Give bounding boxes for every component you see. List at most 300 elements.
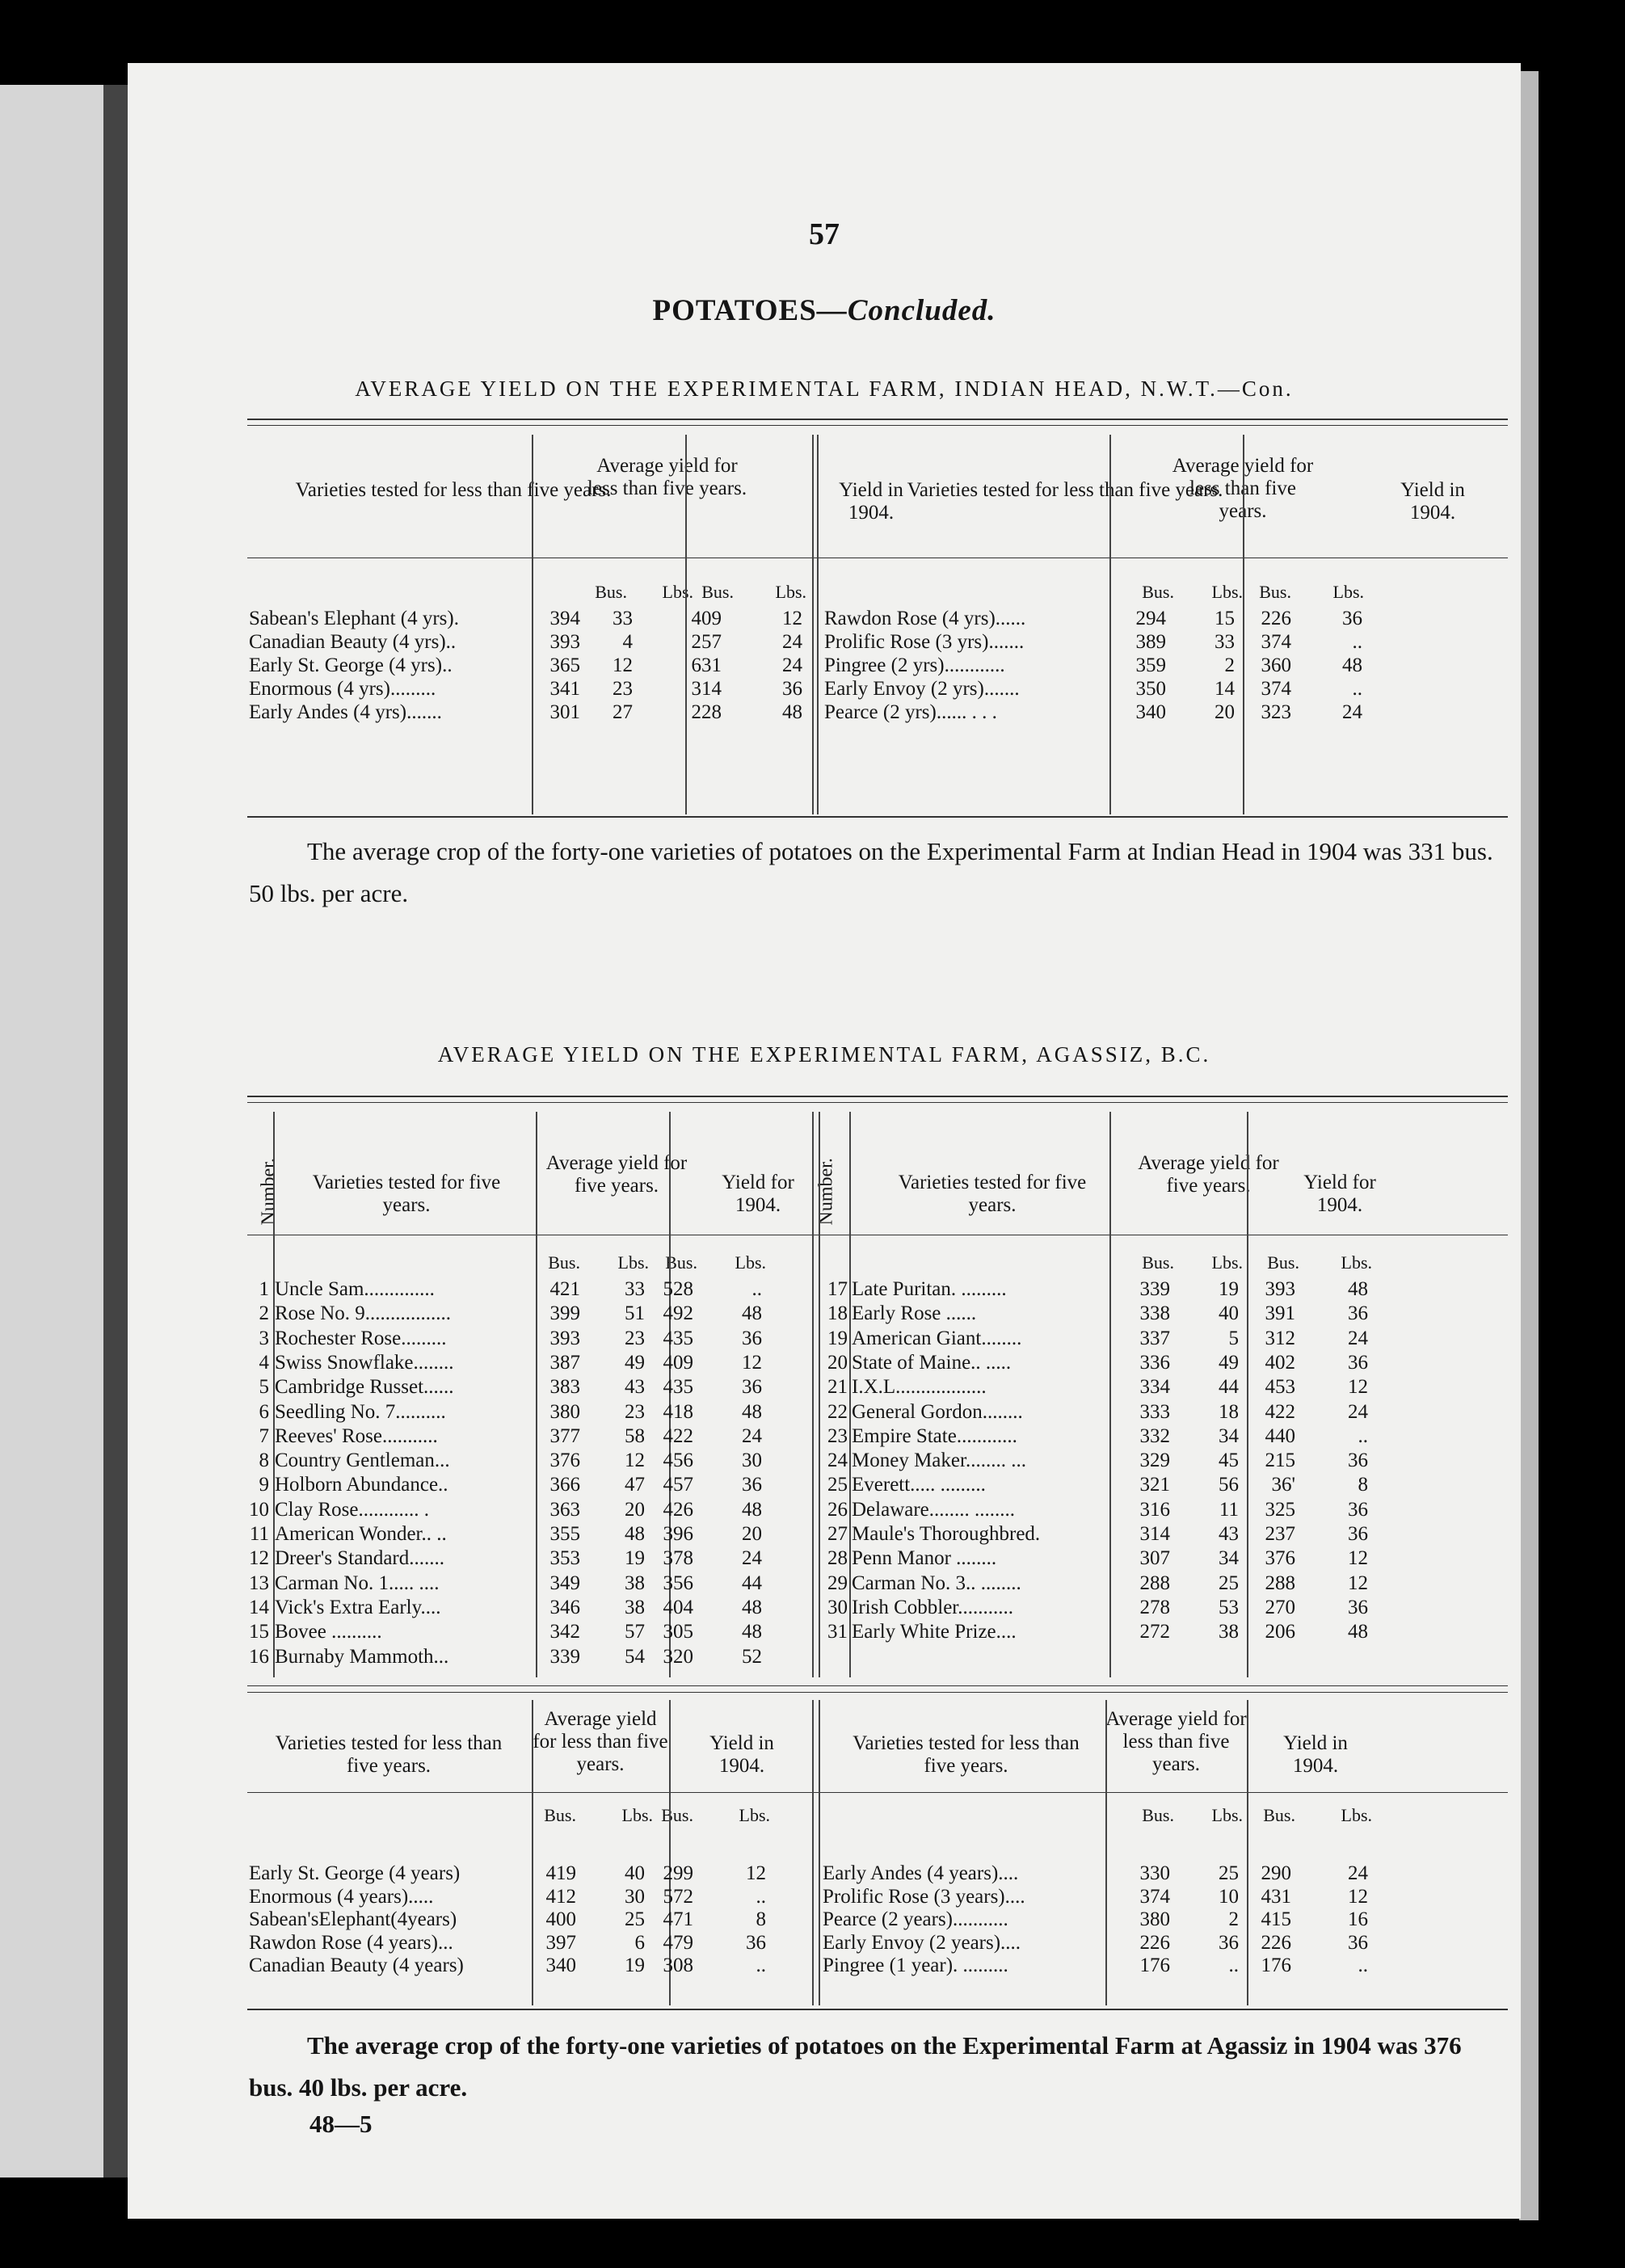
- s2-unit-bus-3: Bus.: [1142, 1252, 1174, 1273]
- yield-lbs-cell: 36: [1348, 1351, 1368, 1374]
- avg-bus-cell: 316: [1139, 1498, 1170, 1521]
- page-number: 57: [809, 217, 840, 251]
- variety-name-cell: Rose No. 9.................: [275, 1302, 452, 1325]
- yield-lbs-cell: 48: [1348, 1621, 1368, 1643]
- variety-name-cell: Enormous (4 yrs).........: [249, 678, 436, 700]
- s2-bottom-rule: [247, 2009, 1508, 2010]
- variety-name-cell: Seedling No. 7..........: [275, 1400, 446, 1423]
- row-number-cell: 30: [827, 1596, 848, 1618]
- s1-top-rule: [247, 419, 1508, 420]
- page-stack-edge: [1519, 71, 1539, 2220]
- variety-name-cell: Pingree (2 yrs)............: [824, 654, 1005, 676]
- s1-unit-bus-2: Bus.: [701, 582, 734, 602]
- yield-bus-cell: 237: [1265, 1523, 1295, 1545]
- yield-lbs-cell: 48: [742, 1498, 762, 1521]
- yield-lbs-cell: 48: [782, 701, 802, 723]
- s2-unit-lbs-2: Lbs.: [735, 1252, 766, 1273]
- avg-lbs-cell: 14: [1215, 678, 1235, 700]
- s1-unit-bus-4: Bus.: [1259, 582, 1291, 602]
- avg-lbs-cell: 33: [613, 608, 633, 629]
- avg-bus-cell: 349: [549, 1572, 580, 1594]
- avg-lbs-cell: 5: [1228, 1327, 1239, 1349]
- binding-gutter: [103, 85, 129, 2178]
- s1-unit-lbs-3: Lbs.: [1211, 582, 1243, 602]
- yield-bus-cell: 356: [663, 1572, 693, 1594]
- variety-name-cell: I.X.L..................: [852, 1376, 987, 1399]
- yield-lbs-cell: 12: [1348, 1376, 1368, 1399]
- row-number-cell: 10: [249, 1498, 269, 1521]
- yield-lbs-cell: 48: [742, 1621, 762, 1643]
- variety-name-cell: Sabean'sElephant(4years): [249, 1908, 457, 1930]
- avg-lbs-cell: 19: [625, 1547, 645, 1570]
- yield-bus-cell: 457: [663, 1474, 693, 1496]
- avg-lbs-cell: 12: [625, 1450, 645, 1472]
- avg-bus-cell: 272: [1139, 1621, 1170, 1643]
- yield-lbs-cell: 36: [742, 1327, 762, 1349]
- s2-less-unit-bus-4: Bus.: [1263, 1805, 1295, 1825]
- row-number-cell: 26: [827, 1498, 848, 1521]
- avg-lbs-cell: 23: [625, 1327, 645, 1349]
- row-number-cell: 5: [259, 1376, 269, 1399]
- row-number-cell: 4: [259, 1351, 269, 1374]
- variety-name-cell: Early St. George (4 years): [249, 1862, 461, 1884]
- yield-bus-cell: 305: [663, 1621, 693, 1643]
- yield-bus-cell: 422: [1265, 1400, 1295, 1423]
- yield-lbs-cell: 48: [742, 1302, 762, 1325]
- yield-bus-cell: 290: [1261, 1862, 1291, 1884]
- avg-lbs-cell: 25: [1219, 1862, 1239, 1884]
- avg-lbs-cell: 25: [625, 1908, 645, 1930]
- yield-bus-cell: 422: [663, 1424, 693, 1447]
- avg-bus-cell: 376: [549, 1450, 580, 1472]
- s1-h-variety-left: Varieties tested for less than five years.: [295, 479, 612, 501]
- avg-bus-cell: 321: [1139, 1474, 1170, 1496]
- variety-name-cell: Delaware........ ........: [852, 1498, 1016, 1521]
- yield-lbs-cell: 36: [1348, 1596, 1368, 1618]
- row-number-cell: 12: [249, 1547, 269, 1570]
- avg-bus-cell: 393: [549, 1327, 580, 1349]
- s2-less-unit-lbs-1: Lbs.: [621, 1805, 653, 1825]
- avg-lbs-cell: ..: [1228, 1955, 1239, 1976]
- avg-lbs-cell: 47: [625, 1474, 645, 1496]
- avg-bus-cell: 359: [1135, 654, 1166, 676]
- yield-bus-cell: 418: [663, 1400, 693, 1423]
- variety-name-cell: Early White Prize....: [852, 1621, 1017, 1643]
- variety-name-cell: Enormous (4 years).....: [249, 1885, 434, 1908]
- yield-lbs-cell: 36: [782, 678, 802, 700]
- row-number-cell: 31: [827, 1621, 848, 1643]
- s2-less-unit-bus-2: Bus.: [661, 1805, 693, 1825]
- yield-bus-cell: 528: [663, 1278, 693, 1300]
- yield-bus-cell: 374: [1261, 678, 1291, 700]
- s2-unit-bus-1: Bus.: [548, 1252, 580, 1273]
- avg-lbs-cell: 6: [634, 1931, 645, 1954]
- variety-name-cell: Late Puritan. .........: [852, 1278, 1007, 1300]
- s2-h-avg-right: Average yield for five years.: [1138, 1152, 1279, 1197]
- avg-bus-cell: 419: [545, 1862, 576, 1884]
- variety-name-cell: American Giant........: [852, 1327, 1022, 1349]
- yield-lbs-cell: 8: [1358, 1474, 1368, 1496]
- document-page: [128, 63, 1521, 2219]
- yield-lbs-cell: ..: [1352, 678, 1362, 700]
- yield-lbs-cell: 36: [1342, 608, 1362, 629]
- row-number-cell: 20: [827, 1351, 848, 1374]
- yield-lbs-cell: 24: [1348, 1400, 1368, 1423]
- yield-bus-cell: 308: [663, 1955, 693, 1976]
- s2-unit-bus-2: Bus.: [665, 1252, 697, 1273]
- avg-bus-cell: 355: [549, 1523, 580, 1545]
- s2-less-h-variety-left: Varieties tested for less than five years.: [275, 1732, 503, 1777]
- s1-top-rule-2: [247, 425, 1508, 426]
- row-number-cell: 8: [259, 1450, 269, 1472]
- s1-summary: The average crop of the forty-one varieties of potatoes on the Experimental Farm at Indian Head in 1904 was 331 bus. 50 lbs. per acre.: [249, 837, 1493, 907]
- avg-bus-cell: 397: [545, 1931, 576, 1954]
- footer-mark: 48—5: [309, 2110, 373, 2138]
- yield-bus-cell: 257: [691, 631, 722, 653]
- page-title-main: POTATOES: [652, 294, 817, 327]
- s2-less-h-avg-left: Average yield for less than five years.: [533, 1708, 668, 1775]
- yield-bus-cell: 456: [663, 1450, 693, 1472]
- s2-mid-rule: [247, 1685, 1508, 1686]
- avg-lbs-cell: 11: [1219, 1498, 1239, 1521]
- variety-name-cell: Pearce (2 yrs)...... . . .: [824, 701, 997, 723]
- s2-less-unit-lbs-3: Lbs.: [1211, 1805, 1243, 1825]
- s1-h-avg-right: Average yield for less than five years.: [1172, 455, 1314, 522]
- avg-lbs-cell: 12: [613, 654, 633, 676]
- yield-lbs-cell: ..: [1352, 631, 1362, 653]
- s2-unit-lbs-4: Lbs.: [1341, 1252, 1372, 1273]
- yield-lbs-cell: 36: [742, 1474, 762, 1496]
- s1-unit-lbs-4: Lbs.: [1332, 582, 1364, 602]
- avg-bus-cell: 412: [545, 1885, 576, 1908]
- yield-lbs-cell: 30: [742, 1450, 762, 1472]
- row-number-cell: 16: [249, 1645, 269, 1668]
- avg-lbs-cell: 20: [625, 1498, 645, 1521]
- row-number-cell: 15: [249, 1621, 269, 1643]
- variety-name-cell: Burnaby Mammoth...: [275, 1645, 449, 1668]
- avg-lbs-cell: 38: [625, 1572, 645, 1594]
- avg-bus-cell: 288: [1139, 1572, 1170, 1594]
- avg-lbs-cell: 33: [625, 1278, 645, 1300]
- s2-less-header-rule: [247, 1792, 1508, 1793]
- avg-lbs-cell: 53: [1219, 1596, 1239, 1618]
- avg-bus-cell: 339: [549, 1645, 580, 1668]
- yield-lbs-cell: 36: [1348, 1498, 1368, 1521]
- variety-name-cell: Clay Rose............ .: [275, 1498, 429, 1521]
- variety-name-cell: Early Andes (4 yrs).......: [249, 701, 442, 723]
- s2-unit-lbs-1: Lbs.: [617, 1252, 649, 1273]
- s1-vline: [1109, 435, 1111, 814]
- s2-less-h-avg-right: Average yield for less than five years.: [1105, 1708, 1247, 1775]
- variety-name-cell: Uncle Sam..............: [275, 1278, 435, 1300]
- avg-bus-cell: 380: [1139, 1908, 1170, 1930]
- s2-top-rule-2: [247, 1102, 1508, 1103]
- yield-bus-cell: 435: [663, 1376, 693, 1399]
- avg-bus-cell: 341: [549, 678, 580, 700]
- yield-lbs-cell: ..: [756, 1955, 766, 1976]
- avg-bus-cell: 346: [549, 1596, 580, 1618]
- variety-name-cell: Early Envoy (2 yrs).......: [824, 678, 1020, 700]
- avg-bus-cell: 380: [549, 1400, 580, 1423]
- variety-name-cell: Early St. George (4 yrs)..: [249, 654, 453, 676]
- yield-lbs-cell: ..: [751, 1278, 762, 1300]
- row-number-cell: 1: [259, 1278, 269, 1300]
- yield-lbs-cell: ..: [756, 1885, 766, 1908]
- yield-lbs-cell: 44: [742, 1572, 762, 1594]
- row-number-cell: 17: [827, 1278, 848, 1300]
- s2-less-vline: [1105, 1700, 1107, 2005]
- s2-less-unit-lbs-2: Lbs.: [739, 1805, 770, 1825]
- s1-vline: [812, 435, 814, 814]
- yield-bus-cell: 206: [1265, 1621, 1295, 1643]
- avg-bus-cell: 366: [549, 1474, 580, 1496]
- avg-lbs-cell: 33: [1215, 631, 1235, 653]
- s2-less-h-variety-right: Varieties tested for less than five years.: [852, 1732, 1080, 1777]
- avg-lbs-cell: 54: [625, 1645, 645, 1668]
- avg-bus-cell: 278: [1139, 1596, 1170, 1618]
- s2-less-vline: [812, 1700, 814, 2005]
- avg-lbs-cell: 10: [1219, 1885, 1239, 1908]
- avg-lbs-cell: 43: [1219, 1523, 1239, 1545]
- row-number-cell: 19: [827, 1327, 848, 1349]
- variety-name-cell: State of Maine.. .....: [852, 1351, 1012, 1374]
- s2-h-number-left: Number.: [258, 1158, 280, 1226]
- variety-name-cell: Everett..... .........: [852, 1474, 986, 1496]
- yield-lbs-cell: 48: [1342, 654, 1362, 676]
- avg-lbs-cell: 43: [625, 1376, 645, 1399]
- yield-bus-cell: 572: [663, 1885, 693, 1908]
- s1-h-variety-right: Varieties tested for less than five years.: [907, 479, 1223, 501]
- yield-bus-cell: 299: [663, 1862, 693, 1884]
- avg-lbs-cell: 34: [1219, 1547, 1239, 1570]
- page-title-suffix: —Concluded.: [816, 294, 996, 327]
- yield-bus-cell: 176: [1261, 1955, 1291, 1976]
- yield-lbs-cell: 52: [742, 1645, 762, 1668]
- s2-unit-bus-4: Bus.: [1267, 1252, 1299, 1273]
- variety-name-cell: Dreer's Standard.......: [275, 1547, 444, 1570]
- s2-mid-rule-2: [247, 1692, 1508, 1693]
- s1-unit-bus-1: Bus.: [595, 582, 627, 602]
- yield-bus-cell: 312: [1265, 1327, 1295, 1349]
- yield-bus-cell: 325: [1265, 1498, 1295, 1521]
- yield-lbs-cell: 48: [742, 1596, 762, 1618]
- yield-lbs-cell: 24: [1348, 1327, 1368, 1349]
- row-number-cell: 21: [827, 1376, 848, 1399]
- yield-lbs-cell: 24: [782, 654, 802, 676]
- s1-h-avg-left: Average yield for less than five years.: [587, 455, 747, 499]
- s1-h-yield-left: Yield in 1904.: [839, 479, 903, 524]
- avg-lbs-cell: 44: [1219, 1376, 1239, 1399]
- page-title: [128, 293, 1521, 328]
- avg-bus-cell: 377: [549, 1424, 580, 1447]
- variety-name-cell: Rawdon Rose (4 years)...: [249, 1931, 453, 1954]
- row-number-cell: 9: [259, 1474, 269, 1496]
- variety-name-cell: Country Gentleman...: [275, 1450, 450, 1472]
- avg-lbs-cell: 27: [613, 701, 633, 723]
- yield-lbs-cell: 36: [742, 1376, 762, 1399]
- yield-lbs-cell: 36: [1348, 1450, 1368, 1472]
- row-number-cell: 24: [827, 1450, 848, 1472]
- s2-h-variety-left: Varieties tested for five years.: [312, 1172, 501, 1216]
- avg-lbs-cell: 45: [1219, 1450, 1239, 1472]
- avg-lbs-cell: 19: [1219, 1278, 1239, 1300]
- variety-name-cell: Carman No. 1..... ....: [275, 1572, 440, 1594]
- avg-bus-cell: 307: [1139, 1547, 1170, 1570]
- yield-bus-cell: 479: [663, 1931, 693, 1954]
- avg-lbs-cell: 15: [1215, 608, 1235, 629]
- yield-lbs-cell: 24: [1342, 701, 1362, 723]
- avg-bus-cell: 389: [1135, 631, 1166, 653]
- yield-bus-cell: 453: [1265, 1376, 1295, 1399]
- yield-bus-cell: 323: [1261, 701, 1291, 723]
- variety-name-cell: Carman No. 3.. ........: [852, 1572, 1021, 1594]
- avg-bus-cell: 294: [1135, 608, 1166, 629]
- variety-name-cell: Early Envoy (2 years)....: [823, 1931, 1021, 1954]
- avg-lbs-cell: 2: [1228, 1908, 1239, 1930]
- avg-lbs-cell: 36: [1219, 1931, 1239, 1954]
- yield-bus-cell: 391: [1265, 1302, 1295, 1325]
- variety-name-cell: Prolific Rose (3 yrs).......: [824, 631, 1025, 653]
- yield-bus-cell: 215: [1265, 1450, 1295, 1472]
- yield-bus-cell: 360: [1261, 654, 1291, 676]
- yield-bus-cell: 393: [1265, 1278, 1295, 1300]
- row-number-cell: 29: [827, 1572, 848, 1594]
- variety-name-cell: Vick's Extra Early....: [275, 1596, 441, 1618]
- row-number-cell: 28: [827, 1547, 848, 1570]
- variety-name-cell: Money Maker........ ...: [852, 1450, 1026, 1472]
- variety-name-cell: Reeves' Rose...........: [275, 1424, 438, 1447]
- s2-less-unit-lbs-4: Lbs.: [1341, 1805, 1372, 1825]
- avg-lbs-cell: 49: [625, 1351, 645, 1374]
- s2-less-h-yield-right: Yield in 1904.: [1283, 1732, 1348, 1777]
- yield-bus-cell: 431: [1261, 1885, 1291, 1908]
- avg-bus-cell: 226: [1139, 1931, 1170, 1954]
- avg-bus-cell: 333: [1139, 1400, 1170, 1423]
- avg-lbs-cell: 38: [625, 1596, 645, 1618]
- variety-name-cell: Rochester Rose.........: [275, 1327, 447, 1349]
- avg-bus-cell: 383: [549, 1376, 580, 1399]
- s2-less-h-yield-left: Yield in 1904.: [709, 1732, 774, 1777]
- yield-lbs-cell: 24: [782, 631, 802, 653]
- row-number-cell: 3: [259, 1327, 269, 1349]
- avg-bus-cell: 339: [1139, 1278, 1170, 1300]
- avg-bus-cell: 332: [1139, 1424, 1170, 1447]
- row-number-cell: 23: [827, 1424, 848, 1447]
- yield-bus-cell: 409: [691, 608, 722, 629]
- avg-bus-cell: 176: [1139, 1955, 1170, 1976]
- s2-unit-lbs-3: Lbs.: [1211, 1252, 1243, 1273]
- avg-bus-cell: 393: [549, 631, 580, 653]
- avg-bus-cell: 387: [549, 1351, 580, 1374]
- row-number-cell: 27: [827, 1523, 848, 1545]
- row-number-cell: 6: [259, 1400, 269, 1423]
- avg-lbs-cell: 23: [613, 678, 633, 700]
- variety-name-cell: Sabean's Elephant (4 yrs).: [249, 608, 459, 629]
- s2-less-unit-bus-1: Bus.: [544, 1805, 576, 1825]
- avg-lbs-cell: 34: [1219, 1424, 1239, 1447]
- avg-lbs-cell: 20: [1215, 701, 1235, 723]
- avg-lbs-cell: 2: [1224, 654, 1235, 676]
- avg-bus-cell: 421: [549, 1278, 580, 1300]
- variety-name-cell: Rawdon Rose (4 yrs)......: [824, 608, 1026, 629]
- yield-lbs-cell: 24: [742, 1547, 762, 1570]
- avg-lbs-cell: 25: [1219, 1572, 1239, 1594]
- s1-bottom-rule: [247, 816, 1508, 818]
- yield-lbs-cell: 12: [742, 1351, 762, 1374]
- variety-name-cell: Holborn Abundance..: [275, 1474, 448, 1496]
- avg-bus-cell: 329: [1139, 1450, 1170, 1472]
- yield-bus-cell: 374: [1261, 631, 1291, 653]
- s2-h-yield-left: Yield for 1904.: [722, 1172, 794, 1216]
- yield-lbs-cell: 16: [1348, 1908, 1368, 1930]
- yield-lbs-cell: 8: [756, 1908, 766, 1930]
- variety-name-cell: Pearce (2 years)...........: [823, 1908, 1008, 1930]
- variety-name-cell: American Wonder.. ..: [275, 1523, 447, 1545]
- variety-name-cell: Canadian Beauty (4 yrs)..: [249, 631, 457, 653]
- yield-bus-cell: 396: [663, 1523, 693, 1545]
- s2-top-rule: [247, 1096, 1508, 1097]
- avg-bus-cell: 365: [549, 654, 580, 676]
- variety-name-cell: Maule's Thoroughbred.: [852, 1523, 1041, 1545]
- yield-lbs-cell: 48: [1348, 1278, 1368, 1300]
- yield-lbs-cell: 36: [1348, 1523, 1368, 1545]
- yield-bus-cell: 226: [1261, 608, 1291, 629]
- yield-bus-cell: 415: [1261, 1908, 1291, 1930]
- yield-lbs-cell: 48: [742, 1400, 762, 1423]
- yield-lbs-cell: 36: [1348, 1931, 1368, 1954]
- avg-lbs-cell: 48: [625, 1523, 645, 1545]
- s2-h-avg-left: Average yield for five years.: [545, 1152, 688, 1197]
- avg-lbs-cell: 4: [622, 631, 633, 653]
- yield-bus-cell: 228: [691, 701, 722, 723]
- avg-bus-cell: 340: [1135, 701, 1166, 723]
- s2-h-variety-right: Varieties tested for five years.: [898, 1172, 1087, 1216]
- variety-name-cell: Early Andes (4 years)....: [823, 1862, 1019, 1884]
- avg-bus-cell: 353: [549, 1547, 580, 1570]
- s2-less-unit-bus-3: Bus.: [1142, 1805, 1174, 1825]
- yield-bus-cell: 409: [663, 1351, 693, 1374]
- yield-bus-cell: 402: [1265, 1351, 1295, 1374]
- avg-lbs-cell: 56: [1219, 1474, 1239, 1496]
- avg-lbs-cell: 40: [625, 1862, 645, 1884]
- yield-bus-cell: 226: [1261, 1931, 1291, 1954]
- avg-lbs-cell: 38: [1219, 1621, 1239, 1643]
- avg-lbs-cell: 51: [625, 1302, 645, 1325]
- yield-bus-cell: 440: [1265, 1424, 1295, 1447]
- avg-lbs-cell: 40: [1219, 1302, 1239, 1325]
- variety-name-cell: Penn Manor ........: [852, 1547, 997, 1570]
- avg-lbs-cell: 19: [625, 1955, 645, 1976]
- yield-lbs-cell: 36: [746, 1931, 766, 1954]
- yield-lbs-cell: 24: [1348, 1862, 1368, 1884]
- row-number-cell: 7: [259, 1424, 269, 1447]
- row-number-cell: 13: [249, 1572, 269, 1594]
- yield-lbs-cell: 36: [1348, 1302, 1368, 1325]
- variety-name-cell: Canadian Beauty (4 years): [249, 1955, 464, 1976]
- variety-name-cell: Prolific Rose (3 years)....: [823, 1885, 1025, 1908]
- variety-name-cell: Bovee ..........: [275, 1621, 382, 1643]
- s2-vline: [849, 1112, 851, 1677]
- yield-bus-cell: 36': [1271, 1474, 1295, 1496]
- avg-lbs-cell: 58: [625, 1424, 645, 1447]
- avg-bus-cell: 301: [549, 701, 580, 723]
- avg-bus-cell: 342: [549, 1621, 580, 1643]
- row-number-cell: 2: [259, 1302, 269, 1325]
- yield-lbs-cell: 20: [742, 1523, 762, 1545]
- yield-lbs-cell: ..: [1358, 1955, 1368, 1976]
- yield-lbs-cell: 24: [742, 1424, 762, 1447]
- row-number-cell: 22: [827, 1400, 848, 1423]
